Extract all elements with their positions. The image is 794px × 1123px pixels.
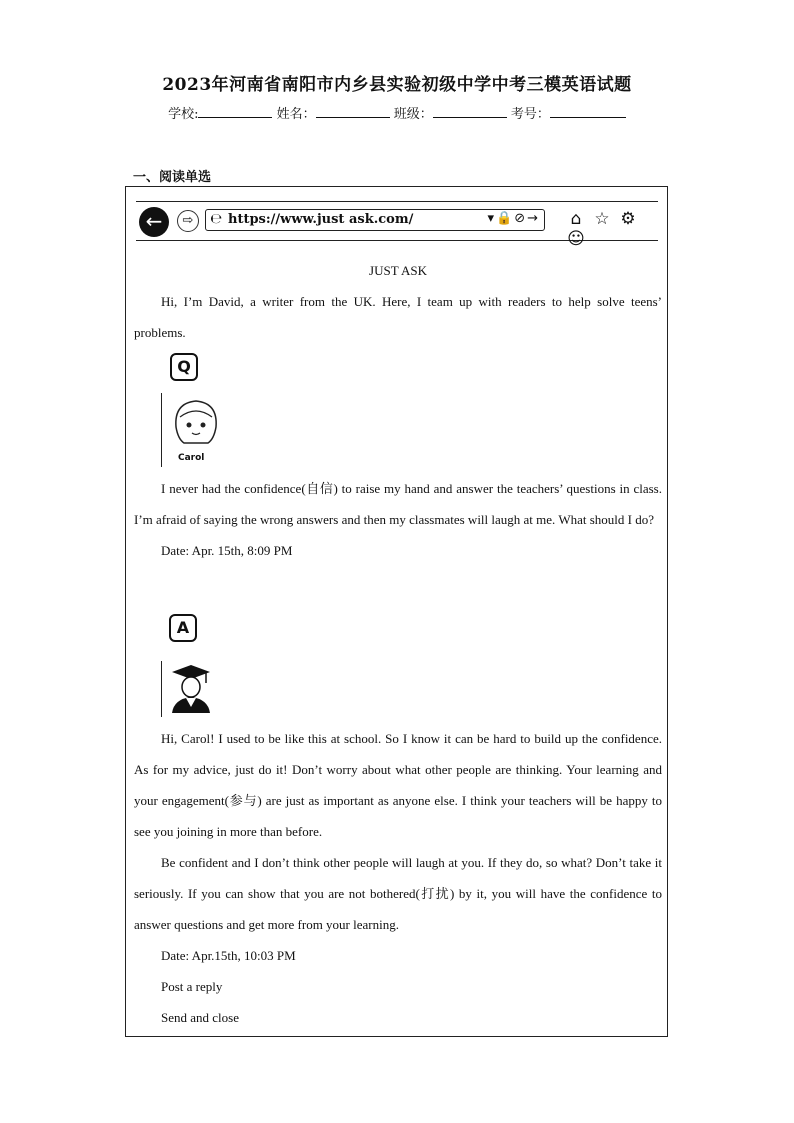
reading-passage-frame [125,186,668,1037]
class-label: 班级： [393,107,433,122]
url-text: https://www.just ask.com/ [228,212,414,227]
forward-arrow-icon: ⇨ [177,210,199,232]
send-close-link[interactable]: Send and close [161,1010,239,1025]
id-blank [550,105,626,118]
post-reply-link[interactable]: Post a reply [161,979,223,994]
answer-block [134,723,662,1033]
gear-icon: ⚙ [620,209,636,229]
answer-paragraph-1: Hi, Carol! I used to be like this at school. So I know it can be hard to build up the confidence. As for my advice, just do it! Don’t worry about what other people are thinking. Your learning and your engagement(参与) are just as important as anyone else. I think your teachers will be happy to see you joining in more than before. [134,731,662,839]
back-arrow-icon: ← [139,207,169,237]
asker-name: Carol [178,453,205,463]
question-icon: Q [170,353,198,381]
dropdown-icon: ▾ [487,211,496,226]
answerer-avatar [161,661,222,717]
class-blank [433,105,507,118]
question-paragraph: I never had the confidence(自信) to raise my hand and answer the teachers’ questions in class. I’m afraid of saying the wrong answers and then my classmates will laugh at me. What should I do? [134,481,662,527]
school-blank [198,105,272,118]
article-heading: JUST ASK [369,263,427,278]
answer-paragraph-2: Be confident and I don’t think other people will laugh at you. If they do, so what? Don’t take it seriously. If you can show that you are not bothered(打扰) by it, you will have the confidence to answer questions and get more from your learning. [134,855,662,932]
address-tools [487,211,540,226]
smiley-icon: ☺ [567,229,585,249]
girl-avatar-icon [168,395,224,453]
browser-icons [563,209,658,249]
id-label: 考号： [510,107,550,122]
browser-logo-icon: ℮ [210,211,222,227]
stop-icon: ⊘ [514,211,528,226]
lock-icon: 🔒 [496,211,515,226]
browser-toolbar [136,201,658,249]
intro-paragraph: Hi, I’m David, a writer from the UK. Here, I team up with readers to help solve teens’ problems. [134,294,662,340]
asker-avatar [161,393,222,467]
page-title: 2023年河南省南阳市内乡县实验初级中学中考三模英语试题 [162,75,632,95]
go-arrow-icon: → [527,211,540,226]
answer-date: Date: Apr.15th, 10:03 PM [161,948,296,963]
school-label: 学校: [168,107,199,122]
name-label: 姓名： [276,107,316,122]
section-title: 一、阅读单选 [133,170,212,185]
graduate-avatar-icon [168,661,214,715]
name-blank [316,105,390,118]
star-icon: ☆ [594,209,610,229]
student-info-line [0,103,794,122]
answer-icon: A [169,614,197,642]
intro-block [134,255,662,348]
question-block [134,473,662,566]
question-date: Date: Apr. 15th, 8:09 PM [161,543,293,558]
home-icon: ⌂ [570,209,582,229]
address-bar [205,209,545,231]
